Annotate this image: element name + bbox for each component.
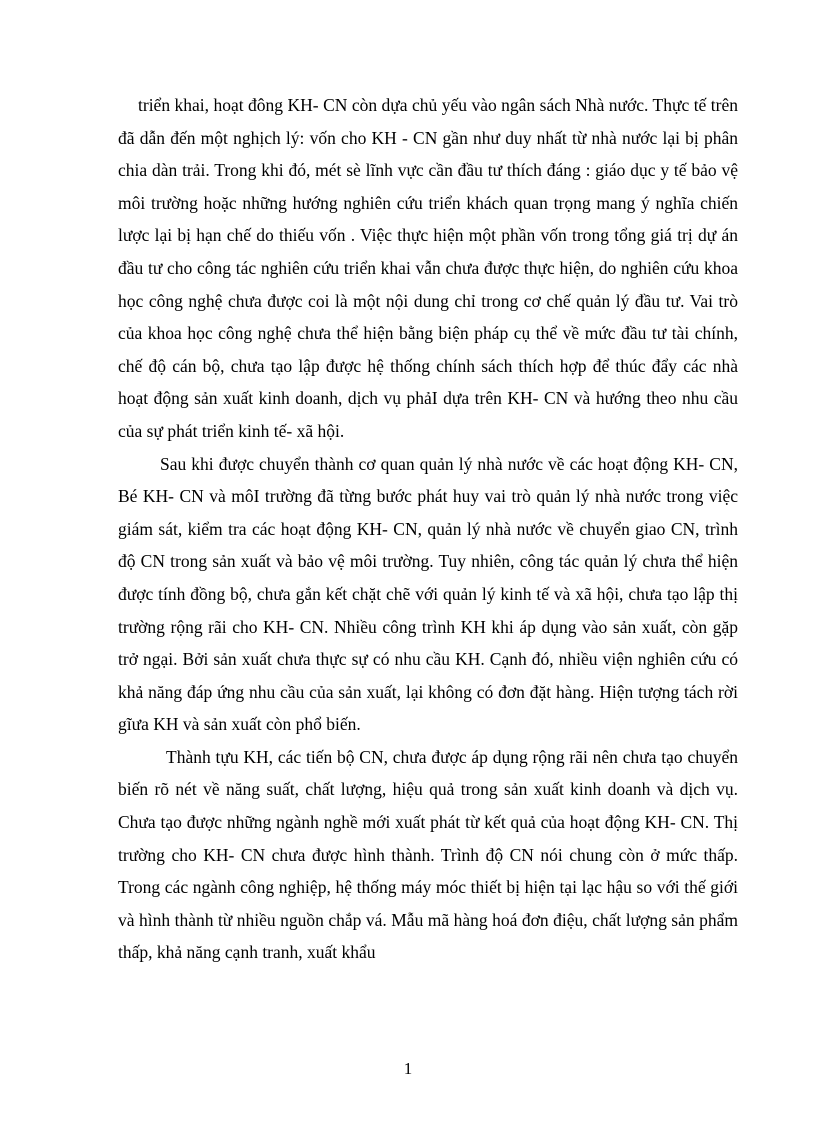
paragraph-3: Thành tựu KH, các tiến bộ CN, chưa được áp dụng rộng rãi nên chưa tạo chuyển biến rõ nét về năng suất, chất lượng, hiệu quả trong sản xuất kinh doanh và dịch vụ. Chưa tạo được những ngành nghề mới xuất phát từ kết quả của hoạt động KH- CN. Thị trường cho KH- CN chưa được hình thành. Trình độ CN nói chung còn ở mức thấp. Trong các ngành công nghiệp, hệ thống máy móc thiết bị hiện tại lạc hậu so với thế giới và hình thành từ nhiều nguồn chắp vá. Mẫu mã hàng hoá đơn điệu, chất lượng sản phẩm thấp, khả năng cạnh tranh, xuất khẩu [118,746,738,963]
paragraph-2: Sau khi được chuyển thành cơ quan quản lý nhà nước về các hoạt động KH- CN, Bé KH- CN và môI trường đã từng bước phát huy vai trò quản lý nhà nước trong việc giám sát, kiểm tra các hoạt động KH- CN, quản lý nhà nước về chuyển giao CN, trình độ CN trong sản xuất và bảo vệ môi trường. Tuy nhiên, công tác quản lý chưa thể hiện được tính đồng bộ, chưa gắn kết chặt chẽ với quản lý kinh tế và xã hội, chưa tạo lập thị trường rộng rãi cho KH- CN. Nhiều công trình KH khi áp dụng vào sản xuất, còn gặp trở ngại. Bởi sản xuất chưa thực sự có nhu cầu KH. Cạnh đó, nhiều viện nghiên cứu có khả năng đáp ứng nhu cầu của sản xuất, lại không có đơn đặt hàng. Hiện tượng tách rời gĩưa KH và sản xuất còn phổ biến. [118,453,738,735]
paragraph-1: triển khai, hoạt đông KH- CN còn dựa chủ yếu vào ngân sách Nhà nước. Thực tế trên đã dẫn đến một nghịch lý: vốn cho KH - CN gần như duy nhất từ nhà nước lại bị phân chia dàn trải. Trong khi đó, mét sè lĩnh vực cần đầu tư thích đáng : giáo dục y tế bảo vệ môi trường hoặc những hướng nghiên cứu triển khách quan trọng mang ý nghĩa chiến lược lại bị hạn chế do thiếu vốn . Việc thực hiện một phần vốn trong tổng giá trị dự án đầu tư cho công tác nghiên cứu triển khai vẫn chưa được thực hiện, do nghiên cứu khoa học công nghệ chưa được coi là một nội dung chỉ trong cơ chế quản lý đầu tư. Vai trò của khoa học công nghệ chưa thể hiện bằng biện pháp cụ thể về mức đầu tư tài chính, chế độ cán bộ, chưa tạo lập được hệ thống chính sách thích hợp để thúc đẩy các nhà hoạt động sản xuất kinh doanh, dịch vụ phảI dựa trên KH- CN và hướng theo nhu cầu của sự phát triển kinh tế- xã hội. [118,95,738,441]
page-number: 1 [403,1059,413,1078]
document-body [118,89,738,969]
